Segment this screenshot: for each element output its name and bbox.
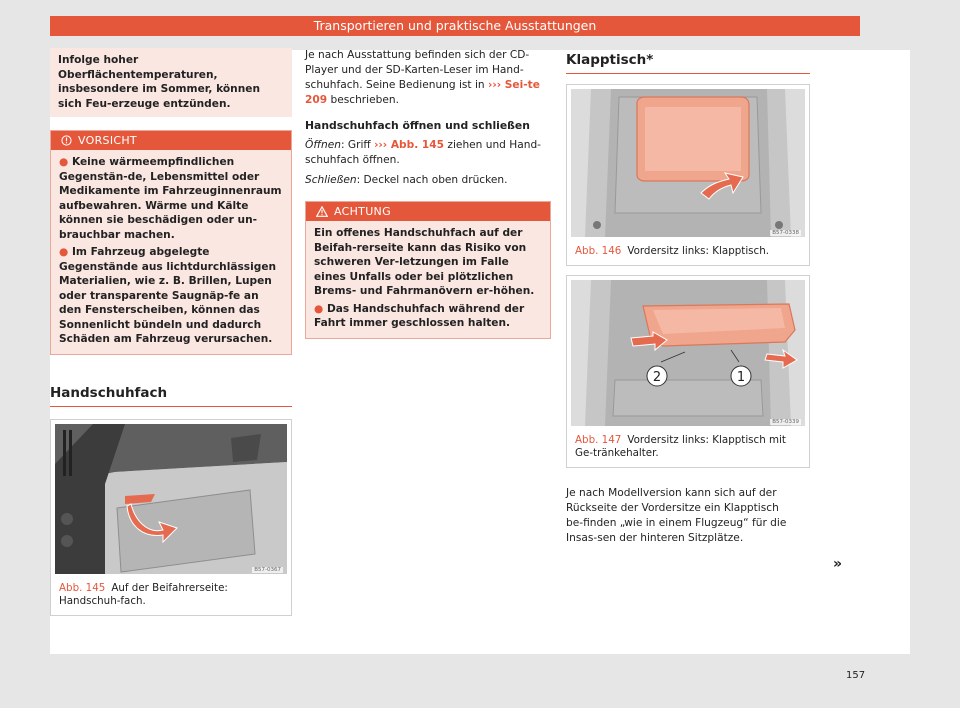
subheading: Handschuhfach öffnen und schließen: [305, 119, 530, 132]
next-page-arrow-icon[interactable]: »: [833, 556, 843, 572]
section-title-handschuhfach: Handschuhfach: [50, 385, 292, 407]
seat-table-open-illustration: [571, 280, 805, 426]
figure-code: B57-0339: [772, 419, 799, 425]
figure-147: [566, 275, 810, 468]
caution-item: ● Im Fahrzeug abgelegte Gegenstände aus lichtdurchlässigen Materialien, wie z. B. Brillen, Lupen oder transparente Saugnäp-fe an den Fensterscheiben, können das Sonnenlicht bündeln und dadurch Schäden am Fahrzeug verursachen.: [59, 246, 277, 345]
column-3: [566, 48, 810, 546]
intro-note: Infolge hoher Oberflächentemperaturen, insbesondere im Sommer, können sich Feu-erzeuge entzünden.: [50, 48, 292, 117]
section-title-klapptisch: Klapptisch*: [566, 52, 810, 74]
paragraph-cd-player: Je nach Ausstattung befinden sich der CD-Player und der SD-Karten-Leser im Hand-schuhfach. Seine Bedienung ist in ››› Sei-te 209 beschrieben.: [305, 49, 540, 106]
paragraph-close: Schließen: Deckel nach oben drücken.: [305, 174, 508, 186]
column-2: [305, 48, 551, 339]
figure-ref-link[interactable]: ››› Abb. 145: [374, 139, 445, 151]
figure-145-caption: Abb. 145 Auf der Beifahrerseite: Handschuh-fach.: [59, 581, 228, 607]
page-ref-link[interactable]: ››› Sei-te 209: [305, 79, 540, 106]
caution-item: ● Keine wärmeempfindlichen Gegenstän-de, Lebensmittel oder Medikamente im Fahrzeuginnenraum aufbewahren. Wärme und Kälte können sie beschädigen oder un-brauchbar machen.: [59, 156, 282, 241]
seat-table-closed-illustration: [571, 89, 805, 237]
figure-146-caption: Abb. 146 Vordersitz links: Klapptisch.: [575, 245, 770, 257]
figure-147-caption: Abb. 147 Vordersitz links: Klapptisch mit Ge-tränkehalter.: [575, 434, 786, 459]
dashboard-illustration: [55, 424, 287, 574]
warning-body: [306, 221, 550, 338]
paragraph-klapptisch: Je nach Modellversion kann sich auf der Rückseite der Vordersitze ein Klapptisch be-finden „wie in einem Flugzeug“ für die Insas-sen der hinteren Sitzplätze.: [566, 487, 787, 544]
figure-code: B57-0338: [772, 230, 799, 236]
header-bar: Transportieren und praktische Ausstattungen: [50, 16, 860, 36]
caution-title: VORSICHT: [78, 134, 137, 147]
figure-146-image: [571, 89, 805, 237]
warning-item: ● Das Handschuhfach während der Fahrt immer geschlossen halten.: [314, 302, 525, 329]
marker-2: 2: [652, 370, 662, 385]
info-circle-icon: [61, 135, 72, 146]
figure-145: [50, 419, 292, 616]
bullet-icon: ●: [59, 156, 69, 168]
warning-title: ACHTUNG: [334, 205, 391, 218]
warning-text: Ein offenes Handschuhfach auf der Beifah-rerseite kann das Risiko von schweren Ver-letzungen im Falle eines Unfalls oder bei plötzlichen Brems- und Fahrmanövern er-höhen.: [314, 227, 535, 297]
caution-header: [51, 131, 291, 150]
figure-code: B57-0367: [254, 566, 281, 573]
warning-box: [305, 201, 551, 339]
page-number: 157: [846, 670, 866, 681]
column-1: [50, 48, 292, 616]
marker-1: 1: [736, 370, 746, 385]
figure-146: [566, 84, 810, 266]
bullet-icon: ●: [59, 246, 69, 258]
caution-box: [50, 130, 292, 355]
bullet-icon: ●: [314, 302, 324, 315]
paragraph-open: Öffnen: Griff ››› Abb. 145 ziehen und Hand-schuhfach öffnen.: [305, 139, 541, 166]
figure-145-image: [55, 424, 287, 574]
caution-body: [51, 150, 291, 354]
warning-header: [306, 202, 550, 221]
warning-triangle-icon: [316, 206, 328, 217]
figure-147-image: [571, 280, 805, 426]
